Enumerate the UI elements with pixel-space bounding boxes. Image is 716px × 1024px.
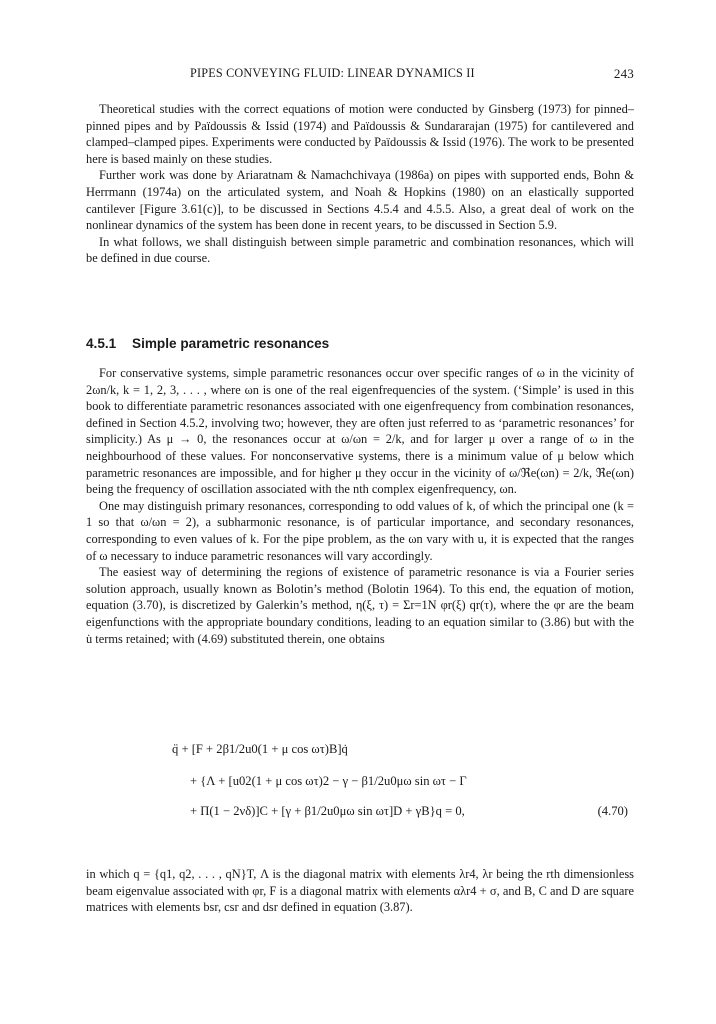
- equation-number: (4.70): [597, 804, 628, 818]
- section-number: 4.5.1: [86, 336, 117, 351]
- running-title: PIPES CONVEYING FLUID: LINEAR DYNAMICS II: [190, 66, 475, 80]
- equation-line: q̈ + [F + 2β1/2u0(1 + μ cos ωτ)B]q̇: [172, 742, 348, 756]
- intro-text: [86, 101, 634, 267]
- equation-line: + {Λ + [u02(1 + μ cos ωτ)2 − γ − β1/2u0μω sin ωτ − Γ: [190, 774, 467, 788]
- paragraph: in which q = {q1, q2, . . . , qN}T, Λ is the diagonal matrix with elements λr4, λr being the rth dimensionless beam eigenvalue associated with φr, F is a diagonal matrix with elements αλr4 + σ, and B, C and D are square matrices with elements bsr, csr and dsr defined in equation (3.87).: [86, 867, 634, 915]
- equation-4-70: [86, 742, 634, 842]
- paragraph: The easiest way of determining the regions of existence of parametric resonance is via a Fourier series solution approach, usually known as Bolotin’s method (Bolotin 1964). To this end, the equation of motion, equation (3.70), is discretized by Galerkin’s method, η(ξ, τ) = Σr=1N φr(ξ) qr(τ), where the φr are the beam eigenfunctions with the appropriate boundary conditions, leading to an equation similar to (3.86) but with the u̇ terms retained; with (4.69) substituted therein, one obtains: [86, 565, 634, 646]
- section-text: [86, 365, 634, 647]
- page-number: 243: [613, 66, 634, 81]
- running-header: [86, 66, 638, 84]
- paragraph: For conservative systems, simple parametric resonances occur over specific ranges of ω in the vicinity of 2ωn/k, k = 1, 2, 3, . . . , where ωn is one of the real eigenfrequencies of the system. (‘Simple’ is used in this book to differentiate parametric resonances associated with one eigenfrequency from combination resonances, defined in Section 4.5.2, involving two; however, they are often just referred to as ‘parametric resonances’ for simplicity.) As μ → 0, the resonances occur at ω/ωn = 2/k, and for larger μ over a range of ω in the neighbourhood of these values. For nonconservative systems, there is a minimum value of μ below which parametric resonances are impossible, and for higher μ they occur in the vicinity of ω/ℜe(ωn) = 2/k, ℜe(ωn) being the frequency of oscillation associated with the nth complex eigenfrequency, ωn.: [86, 366, 634, 497]
- paragraph: One may distinguish primary resonances, corresponding to odd values of k, of which the principal one (k = 1 so that ω/ωn = 2), a subharmonic resonance, is of particular importance, and secondary resonances, corresponding to even values of k. For the pipe problem, as the ωn vary with u, it is expected that the ranges of ω necessary to induce parametric resonances will vary accordingly.: [86, 498, 634, 563]
- paragraph: Further work was done by Ariaratnam & Namachchivaya (1986a) on pipes with supported ends, Bohn & Herrmann (1974a) on the articulated system, and Noah & Hopkins (1980) on an elastically supported cantilever [Figure 3.61(c)], to be discussed in Sections 4.5.4 and 4.5.5. Also, a great deal of work on the nonlinear dynamics of the system has been done in recent years, to be discussed in Section 5.9.: [86, 168, 634, 233]
- closing-text: [86, 866, 634, 916]
- paragraph: Theoretical studies with the correct equations of motion were conducted by Ginsberg (1973) for pinned–pinned pipes and by Païdoussis & Issid (1974) and Païdoussis & Sundararajan (1975) for cantilevered and clamped–clamped pipes. Experiments were conducted by Païdoussis & Issid (1976). The work to be presented here is based mainly on these studies.: [86, 102, 634, 166]
- equation-line: + Π(1 − 2νδ)]C + [γ + β1/2u0μω sin ωτ]D + γB}q = 0,: [190, 804, 465, 818]
- section-heading: [86, 336, 329, 351]
- paragraph: In what follows, we shall distinguish between simple parametric and combination resonances, which will be defined in due course.: [86, 234, 634, 266]
- section-title: Simple parametric resonances: [132, 336, 330, 351]
